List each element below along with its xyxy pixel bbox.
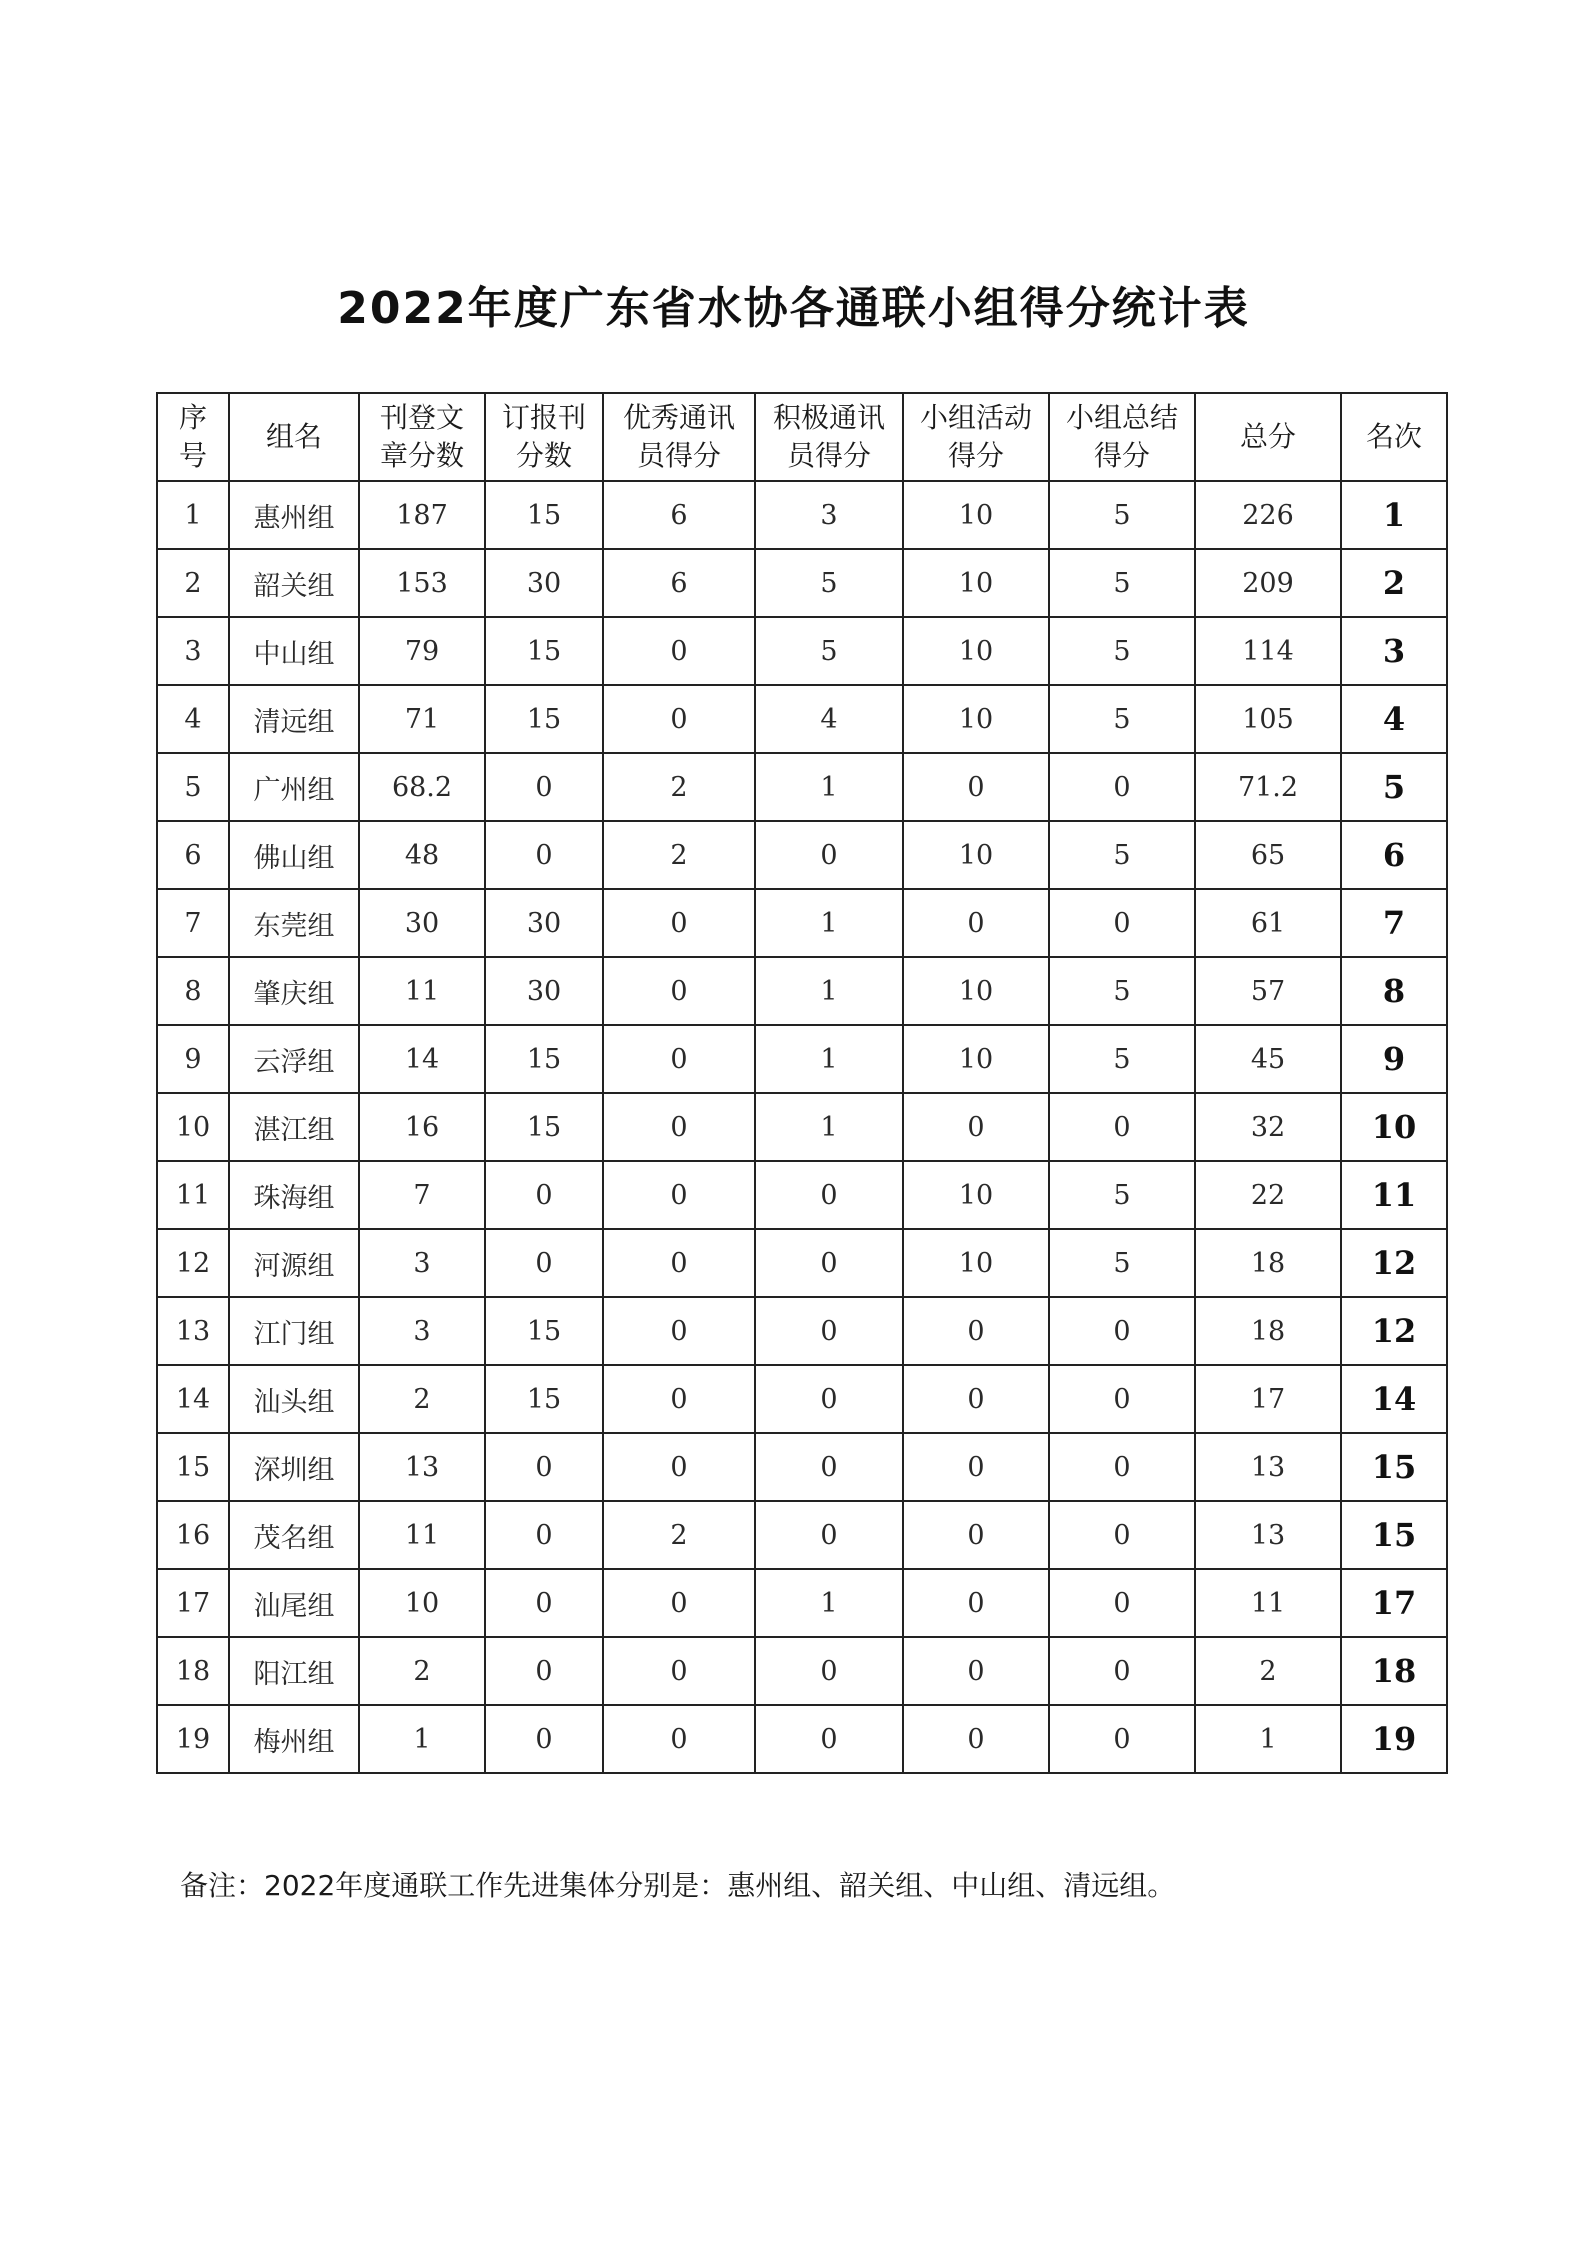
- cell-total-score: 209: [1195, 549, 1341, 617]
- cell-rank: 14: [1341, 1365, 1447, 1433]
- cell-group-name: 清远组: [229, 685, 359, 753]
- cell-total-score: 18: [1195, 1229, 1341, 1297]
- cell-summary-score: 5: [1049, 549, 1195, 617]
- cell-total-score: 22: [1195, 1161, 1341, 1229]
- cell-summary-score: 0: [1049, 1501, 1195, 1569]
- cell-group-name: 湛江组: [229, 1093, 359, 1161]
- cell-total-score: 45: [1195, 1025, 1341, 1093]
- column-header-line: 序: [178, 401, 207, 434]
- cell-seq: 9: [157, 1025, 229, 1093]
- cell-article-score: 79: [359, 617, 485, 685]
- cell-total-score: 13: [1195, 1501, 1341, 1569]
- cell-summary-score: 5: [1049, 617, 1195, 685]
- cell-seq: 16: [157, 1501, 229, 1569]
- cell-summary-score: 0: [1049, 1297, 1195, 1365]
- cell-seq: 4: [157, 685, 229, 753]
- table-row: [157, 889, 1447, 957]
- cell-subscription-score: 0: [485, 1229, 603, 1297]
- cell-activity-score: 10: [903, 1025, 1049, 1093]
- cell-article-score: 13: [359, 1433, 485, 1501]
- table-row: [157, 1365, 1447, 1433]
- cell-total-score: 13: [1195, 1433, 1341, 1501]
- cell-total-score: 11: [1195, 1569, 1341, 1637]
- cell-seq: 12: [157, 1229, 229, 1297]
- table-row: [157, 1569, 1447, 1637]
- cell-activity-score: 10: [903, 617, 1049, 685]
- cell-summary-score: 0: [1049, 1433, 1195, 1501]
- cell-group-name: 广州组: [229, 753, 359, 821]
- cell-excellent-correspondent-score: 0: [603, 1433, 755, 1501]
- cell-subscription-score: 15: [485, 617, 603, 685]
- cell-activity-score: 0: [903, 1569, 1049, 1637]
- cell-subscription-score: 0: [485, 1501, 603, 1569]
- cell-rank: 7: [1341, 889, 1447, 957]
- cell-active-correspondent-score: 0: [755, 1433, 903, 1501]
- cell-total-score: 71.2: [1195, 753, 1341, 821]
- cell-seq: 7: [157, 889, 229, 957]
- cell-group-name: 茂名组: [229, 1501, 359, 1569]
- cell-seq: 1: [157, 481, 229, 549]
- cell-rank: 11: [1341, 1161, 1447, 1229]
- cell-active-correspondent-score: 4: [755, 685, 903, 753]
- cell-total-score: 2: [1195, 1637, 1341, 1705]
- cell-group-name: 云浮组: [229, 1025, 359, 1093]
- cell-active-correspondent-score: 0: [755, 1297, 903, 1365]
- cell-summary-score: 5: [1049, 1161, 1195, 1229]
- column-header-line: 订报刊: [501, 401, 586, 434]
- cell-article-score: 16: [359, 1093, 485, 1161]
- column-header-summary-score: [1049, 393, 1195, 481]
- cell-subscription-score: 15: [485, 1365, 603, 1433]
- column-header-article-score: [359, 393, 485, 481]
- cell-article-score: 3: [359, 1229, 485, 1297]
- cell-total-score: 1: [1195, 1705, 1341, 1773]
- cell-rank: 18: [1341, 1637, 1447, 1705]
- cell-active-correspondent-score: 0: [755, 1229, 903, 1297]
- cell-group-name: 佛山组: [229, 821, 359, 889]
- column-header-line: 总分: [1239, 420, 1296, 453]
- table-row: [157, 1433, 1447, 1501]
- cell-activity-score: 10: [903, 1229, 1049, 1297]
- cell-active-correspondent-score: 0: [755, 821, 903, 889]
- cell-article-score: 187: [359, 481, 485, 549]
- cell-article-score: 48: [359, 821, 485, 889]
- cell-article-score: 3: [359, 1297, 485, 1365]
- cell-article-score: 7: [359, 1161, 485, 1229]
- cell-activity-score: 0: [903, 1297, 1049, 1365]
- cell-active-correspondent-score: 0: [755, 1161, 903, 1229]
- cell-activity-score: 0: [903, 1637, 1049, 1705]
- cell-total-score: 105: [1195, 685, 1341, 753]
- cell-subscription-score: 30: [485, 549, 603, 617]
- cell-activity-score: 10: [903, 549, 1049, 617]
- cell-excellent-correspondent-score: 0: [603, 1705, 755, 1773]
- cell-group-name: 肇庆组: [229, 957, 359, 1025]
- cell-group-name: 河源组: [229, 1229, 359, 1297]
- cell-subscription-score: 15: [485, 1025, 603, 1093]
- cell-active-correspondent-score: 5: [755, 549, 903, 617]
- cell-subscription-score: 0: [485, 1569, 603, 1637]
- cell-summary-score: 5: [1049, 1025, 1195, 1093]
- cell-excellent-correspondent-score: 0: [603, 617, 755, 685]
- cell-active-correspondent-score: 1: [755, 1093, 903, 1161]
- cell-total-score: 57: [1195, 957, 1341, 1025]
- score-table: [156, 392, 1448, 1774]
- cell-article-score: 30: [359, 889, 485, 957]
- cell-subscription-score: 0: [485, 753, 603, 821]
- cell-activity-score: 0: [903, 1433, 1049, 1501]
- cell-group-name: 汕尾组: [229, 1569, 359, 1637]
- column-header-line: 得分: [1093, 439, 1150, 472]
- cell-active-correspondent-score: 1: [755, 957, 903, 1025]
- cell-active-correspondent-score: 1: [755, 753, 903, 821]
- cell-group-name: 汕头组: [229, 1365, 359, 1433]
- cell-excellent-correspondent-score: 0: [603, 1297, 755, 1365]
- column-header-line: 分数: [515, 439, 572, 472]
- cell-active-correspondent-score: 5: [755, 617, 903, 685]
- cell-seq: 18: [157, 1637, 229, 1705]
- cell-group-name: 阳江组: [229, 1637, 359, 1705]
- cell-group-name: 江门组: [229, 1297, 359, 1365]
- cell-summary-score: 5: [1049, 481, 1195, 549]
- cell-summary-score: 0: [1049, 889, 1195, 957]
- table-row: [157, 1501, 1447, 1569]
- cell-article-score: 71: [359, 685, 485, 753]
- cell-total-score: 18: [1195, 1297, 1341, 1365]
- cell-activity-score: 10: [903, 685, 1049, 753]
- cell-excellent-correspondent-score: 2: [603, 1501, 755, 1569]
- table-row: [157, 1229, 1447, 1297]
- column-header-line: 刊登文: [379, 401, 464, 434]
- cell-excellent-correspondent-score: 2: [603, 821, 755, 889]
- cell-group-name: 韶关组: [229, 549, 359, 617]
- cell-active-correspondent-score: 0: [755, 1637, 903, 1705]
- table-row: [157, 481, 1447, 549]
- cell-seq: 13: [157, 1297, 229, 1365]
- cell-summary-score: 5: [1049, 957, 1195, 1025]
- cell-excellent-correspondent-score: 6: [603, 481, 755, 549]
- cell-subscription-score: 15: [485, 1297, 603, 1365]
- column-header-line: 小组活动: [919, 401, 1032, 434]
- cell-rank: 10: [1341, 1093, 1447, 1161]
- column-header-line: 章分数: [379, 439, 464, 472]
- cell-excellent-correspondent-score: 0: [603, 1093, 755, 1161]
- cell-rank: 12: [1341, 1229, 1447, 1297]
- cell-excellent-correspondent-score: 6: [603, 549, 755, 617]
- cell-group-name: 惠州组: [229, 481, 359, 549]
- column-header-line: 员得分: [786, 439, 871, 472]
- column-header-excellent-correspondent-score: [603, 393, 755, 481]
- cell-article-score: 68.2: [359, 753, 485, 821]
- cell-subscription-score: 15: [485, 685, 603, 753]
- cell-subscription-score: 0: [485, 1433, 603, 1501]
- cell-subscription-score: 0: [485, 1637, 603, 1705]
- cell-activity-score: 10: [903, 821, 1049, 889]
- cell-subscription-score: 0: [485, 1705, 603, 1773]
- cell-article-score: 2: [359, 1365, 485, 1433]
- cell-excellent-correspondent-score: 0: [603, 1365, 755, 1433]
- table-row: [157, 549, 1447, 617]
- cell-rank: 5: [1341, 753, 1447, 821]
- cell-group-name: 梅州组: [229, 1705, 359, 1773]
- table-row: [157, 1161, 1447, 1229]
- cell-group-name: 珠海组: [229, 1161, 359, 1229]
- table-row: [157, 1637, 1447, 1705]
- cell-article-score: 2: [359, 1637, 485, 1705]
- cell-summary-score: 5: [1049, 821, 1195, 889]
- cell-activity-score: 0: [903, 1501, 1049, 1569]
- column-header-line: 员得分: [636, 439, 721, 472]
- column-header-line: 名次: [1365, 420, 1422, 453]
- cell-rank: 19: [1341, 1705, 1447, 1773]
- cell-excellent-correspondent-score: 0: [603, 1637, 755, 1705]
- cell-total-score: 17: [1195, 1365, 1341, 1433]
- footnote: 备注：2022年度通联工作先进集体分别是：惠州组、韶关组、中山组、清远组。: [180, 1869, 1176, 1902]
- cell-excellent-correspondent-score: 2: [603, 753, 755, 821]
- cell-total-score: 226: [1195, 481, 1341, 549]
- cell-activity-score: 0: [903, 1093, 1049, 1161]
- cell-activity-score: 10: [903, 957, 1049, 1025]
- cell-rank: 2: [1341, 549, 1447, 617]
- cell-excellent-correspondent-score: 0: [603, 1161, 755, 1229]
- cell-activity-score: 10: [903, 481, 1049, 549]
- cell-rank: 17: [1341, 1569, 1447, 1637]
- cell-summary-score: 0: [1049, 1365, 1195, 1433]
- table-row: [157, 1705, 1447, 1773]
- document-title: 2022年度广东省水协各通联小组得分统计表: [337, 283, 1250, 334]
- cell-group-name: 中山组: [229, 617, 359, 685]
- cell-active-correspondent-score: 0: [755, 1705, 903, 1773]
- cell-article-score: 14: [359, 1025, 485, 1093]
- cell-subscription-score: 0: [485, 1161, 603, 1229]
- cell-seq: 17: [157, 1569, 229, 1637]
- cell-total-score: 114: [1195, 617, 1341, 685]
- cell-seq: 8: [157, 957, 229, 1025]
- cell-subscription-score: 30: [485, 889, 603, 957]
- cell-excellent-correspondent-score: 0: [603, 957, 755, 1025]
- cell-rank: 15: [1341, 1433, 1447, 1501]
- cell-seq: 10: [157, 1093, 229, 1161]
- cell-article-score: 10: [359, 1569, 485, 1637]
- column-header-activity-score: [903, 393, 1049, 481]
- cell-seq: 3: [157, 617, 229, 685]
- cell-total-score: 61: [1195, 889, 1341, 957]
- cell-seq: 15: [157, 1433, 229, 1501]
- cell-article-score: 153: [359, 549, 485, 617]
- column-header-total-score: [1195, 393, 1341, 481]
- table-row: [157, 1025, 1447, 1093]
- column-header-active-correspondent-score: [755, 393, 903, 481]
- cell-summary-score: 0: [1049, 1705, 1195, 1773]
- cell-group-name: 深圳组: [229, 1433, 359, 1501]
- cell-rank: 1: [1341, 481, 1447, 549]
- cell-excellent-correspondent-score: 0: [603, 889, 755, 957]
- cell-seq: 6: [157, 821, 229, 889]
- cell-rank: 4: [1341, 685, 1447, 753]
- cell-summary-score: 0: [1049, 1569, 1195, 1637]
- table-row: [157, 957, 1447, 1025]
- column-header-line: 组名: [265, 420, 322, 453]
- cell-excellent-correspondent-score: 0: [603, 1229, 755, 1297]
- cell-active-correspondent-score: 0: [755, 1501, 903, 1569]
- cell-rank: 8: [1341, 957, 1447, 1025]
- cell-activity-score: 0: [903, 1365, 1049, 1433]
- table-row: [157, 617, 1447, 685]
- table-row: [157, 821, 1447, 889]
- cell-subscription-score: 0: [485, 821, 603, 889]
- cell-seq: 11: [157, 1161, 229, 1229]
- cell-rank: 9: [1341, 1025, 1447, 1093]
- cell-total-score: 65: [1195, 821, 1341, 889]
- cell-article-score: 11: [359, 957, 485, 1025]
- table-row: [157, 685, 1447, 753]
- table-row: [157, 753, 1447, 821]
- cell-summary-score: 0: [1049, 1093, 1195, 1161]
- table-header-row: [157, 393, 1447, 481]
- cell-seq: 14: [157, 1365, 229, 1433]
- cell-article-score: 11: [359, 1501, 485, 1569]
- cell-article-score: 1: [359, 1705, 485, 1773]
- cell-excellent-correspondent-score: 0: [603, 1025, 755, 1093]
- cell-summary-score: 0: [1049, 1637, 1195, 1705]
- table-row: [157, 1297, 1447, 1365]
- cell-rank: 6: [1341, 821, 1447, 889]
- column-header-line: 号: [178, 439, 207, 472]
- column-header-line: 得分: [947, 439, 1004, 472]
- cell-active-correspondent-score: 3: [755, 481, 903, 549]
- cell-seq: 5: [157, 753, 229, 821]
- cell-summary-score: 5: [1049, 1229, 1195, 1297]
- cell-seq: 2: [157, 549, 229, 617]
- column-header-group-name: [229, 393, 359, 481]
- cell-active-correspondent-score: 0: [755, 1365, 903, 1433]
- cell-total-score: 32: [1195, 1093, 1341, 1161]
- cell-active-correspondent-score: 1: [755, 1025, 903, 1093]
- cell-summary-score: 0: [1049, 753, 1195, 821]
- cell-rank: 12: [1341, 1297, 1447, 1365]
- cell-active-correspondent-score: 1: [755, 889, 903, 957]
- cell-activity-score: 0: [903, 1705, 1049, 1773]
- cell-excellent-correspondent-score: 0: [603, 685, 755, 753]
- column-header-seq: [157, 393, 229, 481]
- cell-activity-score: 0: [903, 753, 1049, 821]
- column-header-line: 小组总结: [1065, 401, 1178, 434]
- cell-rank: 3: [1341, 617, 1447, 685]
- column-header-line: 优秀通讯: [622, 401, 735, 434]
- cell-subscription-score: 15: [485, 481, 603, 549]
- cell-excellent-correspondent-score: 0: [603, 1569, 755, 1637]
- column-header-subscription-score: [485, 393, 603, 481]
- column-header-line: 积极通讯: [772, 401, 885, 434]
- table-body: [157, 481, 1447, 1773]
- column-header-rank: [1341, 393, 1447, 481]
- cell-activity-score: 10: [903, 1161, 1049, 1229]
- cell-seq: 19: [157, 1705, 229, 1773]
- cell-active-correspondent-score: 1: [755, 1569, 903, 1637]
- cell-group-name: 东莞组: [229, 889, 359, 957]
- table-row: [157, 1093, 1447, 1161]
- cell-subscription-score: 30: [485, 957, 603, 1025]
- cell-subscription-score: 15: [485, 1093, 603, 1161]
- cell-summary-score: 5: [1049, 685, 1195, 753]
- cell-rank: 15: [1341, 1501, 1447, 1569]
- cell-activity-score: 0: [903, 889, 1049, 957]
